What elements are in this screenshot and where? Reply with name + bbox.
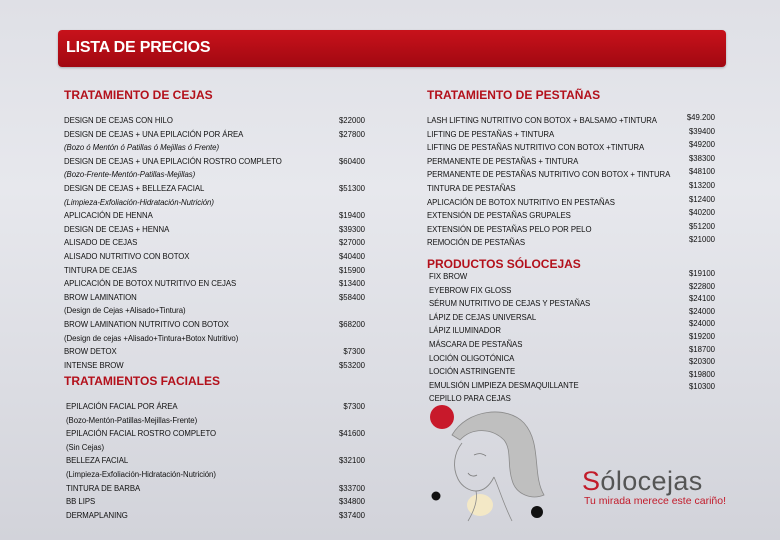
faciales-price: $37400 — [338, 510, 365, 520]
pestanas-price: $49200 — [688, 140, 715, 150]
cejas-item: DESIGN DE CEJAS + UNA EPILACIÓN POR ÁREA — [64, 129, 244, 139]
faciales-prices — [300, 400, 365, 522]
productos-item: EYEBROW FIX GLOSS — [429, 285, 512, 295]
eye-line — [474, 454, 486, 456]
faciales-price: $33700 — [338, 483, 365, 493]
cejas-item: APLICACIÓN DE HENNA — [64, 211, 153, 221]
faciales-price — [300, 468, 365, 482]
cejas-price: $7300 — [343, 347, 365, 357]
cejas-price — [300, 304, 365, 318]
faciales-item: EPILACIÓN FACIAL ROSTRO COMPLETO — [66, 429, 217, 439]
pestanas-price: $49.200 — [686, 113, 715, 122]
pestanas-item: APLICACIÓN DE BOTOX NUTRITIVO EN PESTAÑAS — [427, 197, 615, 207]
productos-item: LÁPIZ DE CEJAS UNIVERSAL — [429, 312, 537, 322]
pestanas-item: LASH LIFTING NUTRITIVO CON BOTOX + BALSAMO +TINTURA — [427, 116, 657, 125]
lip-line — [468, 473, 477, 476]
cejas-price: $60400 — [338, 156, 365, 166]
section-title-faciales: TRATAMIENTOS FACIALES — [64, 374, 220, 388]
faciales-item: BELLEZA FACIAL — [66, 456, 129, 466]
pestanas-price: $48100 — [688, 167, 715, 177]
productos-item: LOCIÓN ASTRINGENTE — [429, 367, 516, 377]
brand-logo-rest: ólocejas — [600, 466, 703, 496]
faciales-price: $7300 — [343, 402, 365, 411]
black-dot-large — [531, 506, 543, 518]
pestanas-price: $21000 — [688, 235, 715, 245]
brand-logo-initial: S — [582, 466, 601, 496]
faciales-item: EPILACIÓN FACIAL POR ÁREA — [66, 402, 178, 411]
cejas-price: $58400 — [338, 292, 365, 302]
shoulder-line — [494, 477, 512, 521]
cejas-prices — [300, 114, 365, 372]
pestanas-item: LIFTING DE PESTAÑAS + TINTURA — [427, 129, 555, 139]
cejas-price: $39300 — [338, 224, 365, 234]
cream-blob — [467, 494, 493, 516]
pestanas-price: $40200 — [688, 208, 715, 218]
pestanas-price: $12400 — [688, 194, 715, 204]
cejas-item: BROW LAMINATION — [64, 292, 137, 302]
cejas-item: TINTURA DE CEJAS — [64, 265, 137, 275]
page-title: LISTA DE PRECIOS — [66, 39, 211, 56]
cejas-item: (Design de cejas +Alisado+Tintura+Botox Nutritivo) — [64, 333, 239, 343]
section-title-cejas: TRATAMIENTO DE CEJAS — [64, 88, 213, 102]
black-dot-small — [432, 492, 441, 501]
productos-price: $18700 — [688, 344, 715, 354]
faciales-item: (Bozo-Mentón-Patillas-Mejillas-Frente) — [66, 415, 198, 425]
productos-price: $10300 — [688, 382, 715, 392]
productos-item: LOCIÓN OLIGOTÓNICA — [429, 353, 515, 363]
cejas-price: $27800 — [338, 129, 365, 139]
productos-item: SÉRUM NUTRITIVO DE CEJAS Y PESTAÑAS — [429, 299, 591, 309]
header-bar — [58, 30, 726, 67]
cejas-price: $53200 — [338, 360, 365, 370]
cejas-item: ALISADO NUTRITIVO CON BOTOX — [64, 251, 190, 261]
cejas-item: DESIGN DE CEJAS + UNA EPILACIÓN ROSTRO COMPLETO — [64, 156, 282, 166]
cejas-item: (Bozo ó Mentón ó Patillas ó Mejillas ó Frente) — [64, 143, 220, 153]
cejas-price — [300, 332, 365, 346]
red-dot — [430, 405, 454, 429]
pestanas-price: $38300 — [688, 153, 715, 163]
productos-price: $24000 — [688, 306, 715, 316]
faciales-price: $41600 — [338, 429, 365, 439]
productos-prices — [665, 270, 715, 406]
faciales-price — [300, 441, 365, 455]
productos-price: $19200 — [688, 331, 715, 341]
faciales-price — [300, 414, 365, 428]
cejas-item: DESIGN DE CEJAS + BELLEZA FACIAL — [64, 183, 205, 193]
pestanas-price: $13200 — [688, 180, 715, 190]
pestanas-item: EXTENSIÓN DE PESTAÑAS PELO POR PELO — [427, 224, 592, 234]
pestanas-item: EXTENSIÓN DE PESTAÑAS GRUPALES — [427, 211, 571, 221]
productos-price: $19100 — [688, 269, 715, 278]
section-title-pestanas: TRATAMIENTO DE PESTAÑAS — [427, 88, 601, 102]
pestanas-item: PERMANENTE DE PESTAÑAS + TINTURA — [427, 156, 579, 166]
productos-price: $24000 — [688, 319, 715, 329]
cejas-item: APLICACIÓN DE BOTOX NUTRITIVO EN CEJAS — [64, 279, 237, 289]
hair-shape — [452, 412, 544, 497]
productos-price: $24100 — [688, 294, 715, 304]
cejas-price: $27000 — [338, 238, 365, 248]
pestanas-list — [427, 114, 697, 250]
faciales-price: $34800 — [338, 497, 365, 507]
cejas-price: $22000 — [338, 116, 365, 125]
faciales-item: TINTURA DE BARBA — [66, 483, 141, 493]
section-title-productos: PRODUCTOS SÓLOCEJAS — [427, 257, 581, 271]
cejas-item: ALISADO DE CEJAS — [64, 238, 138, 248]
productos-item: LÁPIZ ILUMINADOR — [429, 326, 501, 336]
cejas-item: INTENSE BROW — [64, 360, 124, 370]
face-outline — [455, 443, 494, 491]
faciales-item: (Limpieza-Exfoliación-Hidratación-Nutrición) — [66, 469, 216, 479]
cejas-item: BROW DETOX — [64, 347, 117, 357]
pestanas-item: PERMANENTE DE PESTAÑAS NUTRITIVO CON BOTOX + TINTURA — [427, 170, 671, 180]
productos-item: FIX BROW — [429, 272, 468, 281]
cejas-price — [300, 168, 365, 182]
cejas-item: DESIGN DE CEJAS + HENNA — [64, 224, 170, 234]
pestanas-item: REMOCIÓN DE PESTAÑAS — [427, 238, 526, 248]
faciales-item: (Sin Cejas) — [66, 442, 105, 452]
cejas-item: (Design de Cejas +Alisado+Tintura) — [64, 306, 186, 316]
cejas-price: $51300 — [338, 183, 365, 193]
cejas-price: $68200 — [338, 319, 365, 329]
cejas-item: BROW LAMINATION NUTRITIVO CON BOTOX — [64, 319, 229, 329]
brand-tagline: Tu mirada merece este cariño! — [584, 495, 727, 507]
productos-list — [429, 270, 669, 406]
faciales-item: DERMAPLANING — [66, 510, 128, 520]
brand-logo — [582, 466, 703, 497]
cejas-list — [64, 114, 324, 372]
pestanas-price: $51200 — [688, 221, 715, 231]
faciales-item: BB LIPS — [66, 497, 96, 507]
pestanas-item: LIFTING DE PESTAÑAS NUTRITIVO CON BOTOX +TINTURA — [427, 143, 645, 153]
productos-price: $20300 — [688, 357, 715, 367]
pestanas-price: $39400 — [688, 126, 715, 136]
faciales-price: $32100 — [338, 456, 365, 466]
cejas-price: $40400 — [338, 251, 365, 261]
cejas-price: $19400 — [338, 211, 365, 221]
productos-price: $19800 — [688, 369, 715, 379]
cejas-price: $15900 — [338, 265, 365, 275]
pestanas-prices — [665, 114, 715, 250]
cejas-item: (Bozo-Frente-Mentón-Patillas-Mejillas) — [64, 170, 196, 180]
productos-item: EMULSIÓN LIMPIEZA DESMAQUILLANTE — [429, 380, 579, 390]
cejas-price: $13400 — [338, 279, 365, 289]
pestanas-item: TINTURA DE PESTAÑAS — [427, 183, 516, 193]
productos-item: CEPILLO PARA CEJAS — [429, 394, 511, 404]
cejas-item: DESIGN DE CEJAS CON HILO — [64, 116, 173, 125]
productos-price: $22800 — [688, 281, 715, 291]
faciales-list — [66, 400, 326, 522]
face-illustration — [412, 395, 572, 525]
productos-item: MÁSCARA DE PESTAÑAS — [429, 339, 523, 349]
cejas-price — [300, 196, 365, 210]
cejas-item: (Limpieza-Exfoliación-Hidratación-Nutrición) — [64, 197, 214, 207]
cejas-price — [300, 141, 365, 155]
